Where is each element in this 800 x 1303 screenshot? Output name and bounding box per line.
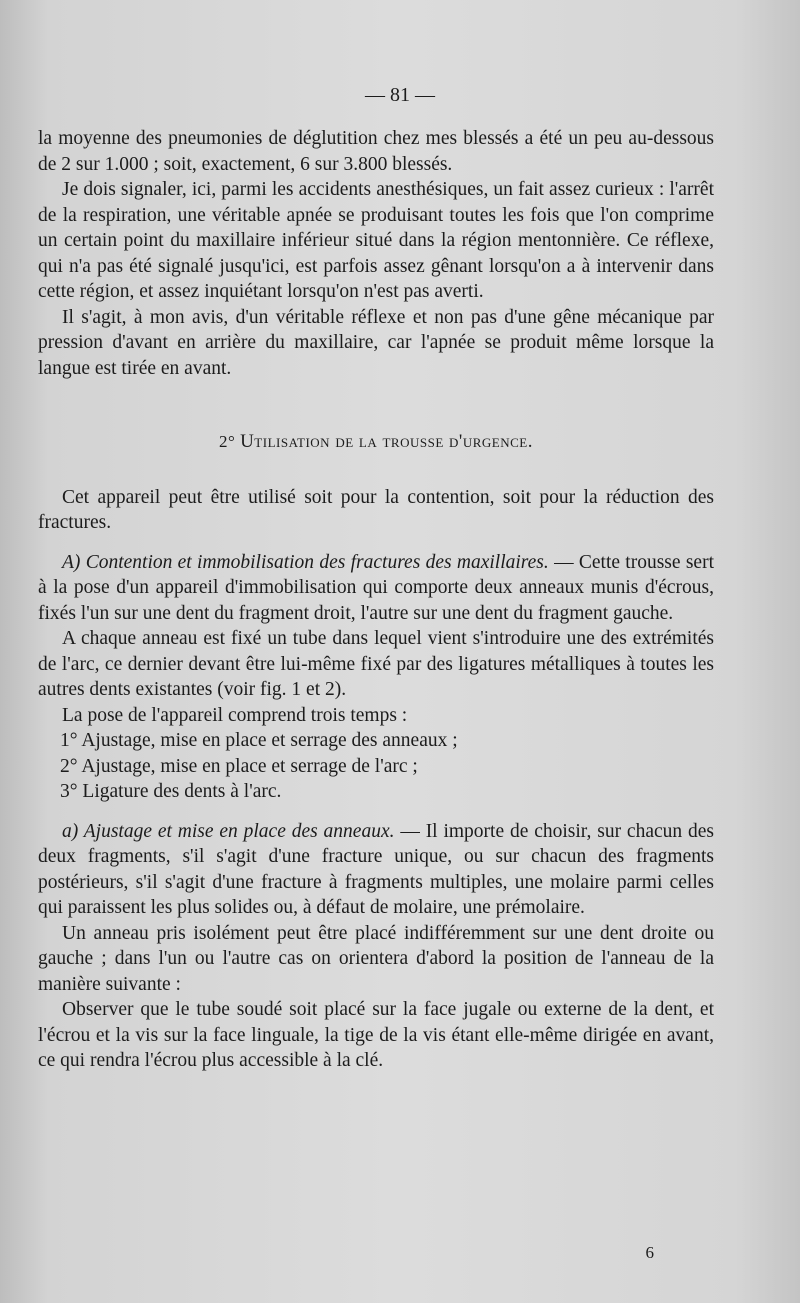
section-title: Utilisation de la trousse d'urgence.: [240, 431, 533, 452]
paragraph: Il s'agit, à mon avis, d'un véritable réflexe et non pas d'une gêne mécanique par pression d'avant en arrière du maxillaire, car l'apnée se produit même lorsque la langue est tirée en avant.: [38, 306, 714, 379]
paragraph: A) Contention et immobilisation des fractures des maxillaires. — Cette trousse sert à la pose d'un appareil d'immobilisation qui comporte deux anneaux munis d'écrous, fixés l'un sur une dent du fragment droit, l'autre sur une dent du fragment gauche.: [38, 551, 715, 624]
list-item: 3° Ligature des dents à l'arc.: [60, 781, 282, 802]
section-number: 2°: [219, 432, 236, 451]
paragraph: A chaque anneau est fixé un tube dans lequel vient s'introduire une des extrémités de l'arc, ce dernier devant être lui-même fixé par des ligatures métalliques à toutes les autres dents existantes (voir fig. 1 et 2).: [38, 628, 714, 700]
paragraph: La pose de l'appareil comprend trois temps :: [62, 704, 408, 726]
page-number: — 81 —: [365, 84, 435, 106]
paragraph: la moyenne des pneumonies de déglutition chez mes blessés a été un peu au-dessous de 2 sur 1.000 ; soit, exactement, 6 sur 3.800 blessés.: [38, 128, 714, 175]
page-body: [38, 80, 714, 1074]
section-heading: [38, 429, 714, 455]
paragraph: Un anneau pris isolément peut être placé indifféremment sur une dent droite ou gauche ; dans l'un ou l'autre cas on orientera d'abord la position de l'anneau de la manière suivante :: [38, 922, 714, 995]
list-item: 1° Ajustage, mise en place et serrage des anneaux ;: [60, 730, 458, 751]
paragraph: Je dois signaler, ici, parmi les accidents anesthésiques, un fait assez curieux : l'arrêt de la respiration, une véritable apnée se produisant toutes les fois que l'on comprime un certain point du maxillaire inférieur situé dans la région mentonnière. Ce réflexe, qui n'a pas été signalé jusqu'ici, est parfois assez gênant lorsqu'on a à intervenir dans cette région, et assez inquiétant lorsqu'on n'est pas averti.: [38, 179, 714, 302]
steps-list: [38, 728, 714, 805]
paragraph: Cet appareil peut être utilisé soit pour la contention, soit pour la réduction des fractures.: [38, 486, 714, 533]
paragraph: a) Ajustage et mise en place des anneaux. — Il importe de choisir, sur chacun des deux fragments, s'il s'agit d'une fracture unique, ou sur chacun des fragments postérieurs, s'il s'agit d'une fracture à fragments multiples, une molaire parmi celles qui paraissent les plus solides ou, à défaut de molaire, une prémolaire.: [38, 820, 714, 918]
list-item: 2° Ajustage, mise en place et serrage de l'arc ;: [60, 755, 418, 777]
subsection-title: A) Contention et immobilisation des fractures des maxillaires.: [62, 551, 549, 573]
paragraph: Observer que le tube soudé soit placé sur la face jugale ou externe de la dent, et l'écrou et la vis sur la face linguale, la tige de la vis étant elle-même dirigée en avant, ce qui rendra l'écrou plus accessible à la clé.: [38, 999, 714, 1071]
subsection-title: a) Ajustage et mise en place des anneaux.: [62, 820, 395, 842]
signature-mark: 6: [645, 1243, 654, 1262]
